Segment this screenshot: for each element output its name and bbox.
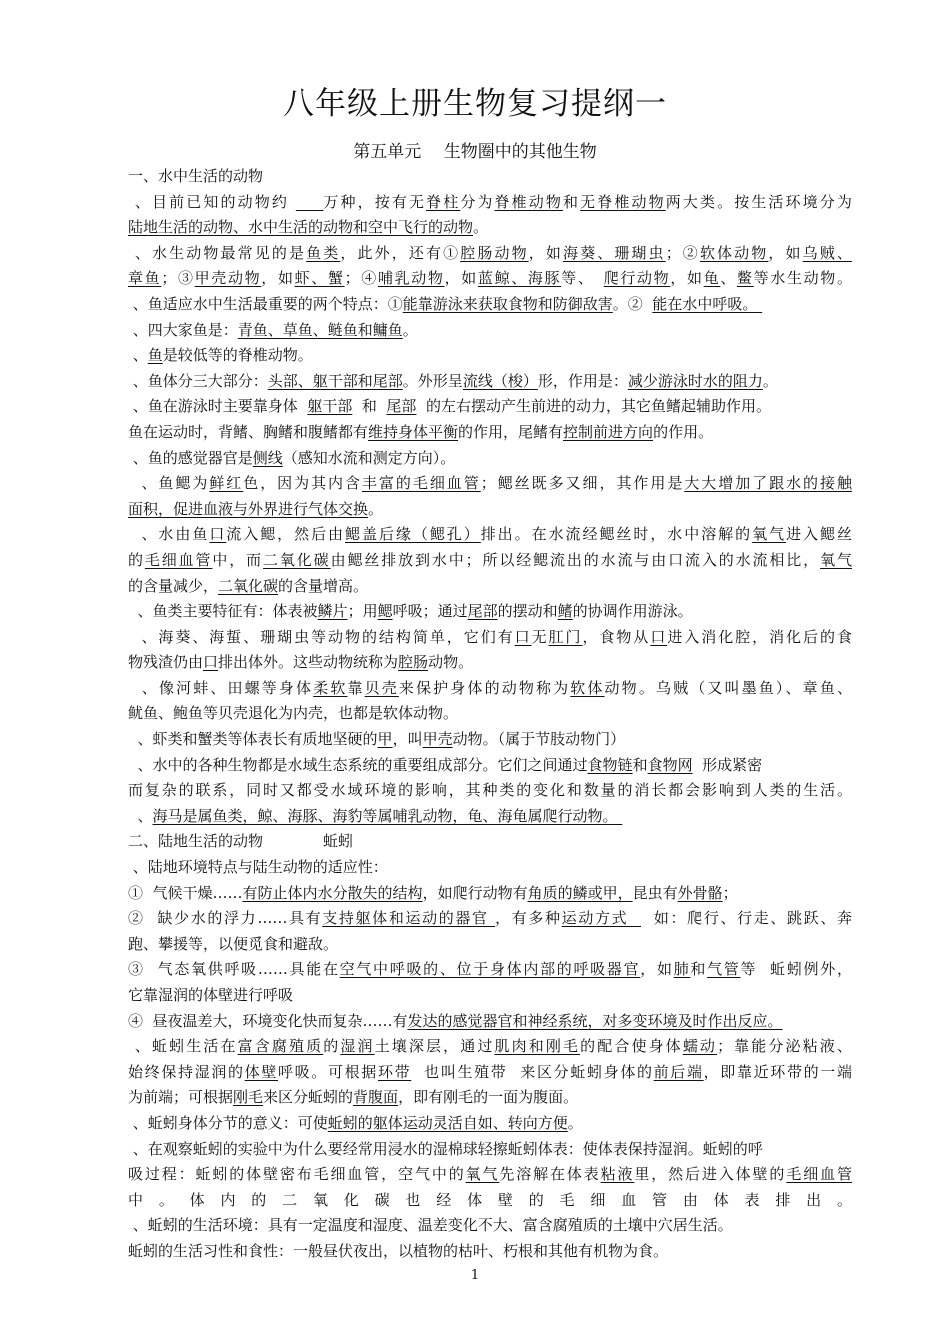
text-segment: 、四大家鱼是：: [128, 320, 238, 339]
text-segment: 它靠湿润的体壁进行呼吸: [128, 986, 294, 1004]
text-segment: 来保护身体的动物称为: [398, 678, 571, 697]
text-line: [128, 599, 852, 625]
text-segment: 动物。乌贼（又叫墨鱼）、章鱼、: [604, 678, 852, 697]
text-segment: 等、: [561, 269, 604, 288]
text-line: [128, 574, 852, 600]
underlined-answer: 鱼类: [306, 243, 341, 262]
underlined-answer: 虾、蟹: [294, 269, 345, 288]
text-segment: 动物。: [428, 653, 474, 672]
text-segment: 呼吸。可根据: [277, 1062, 378, 1081]
text-segment: 呼吸；通过: [392, 602, 468, 621]
underlined-answer: 脊柱: [426, 192, 461, 211]
underlined-answer: 口: [209, 525, 227, 544]
text-segment: 是较低等的脊椎动物。: [162, 346, 313, 365]
text-segment: 由鳃丝排放到水中；所以经鳃流出的水流与由口流入的水流相比，: [330, 550, 821, 569]
text-segment: 昆虫有: [632, 883, 678, 902]
underlined-answer: 鳃盖后缘（鳃孔）: [345, 525, 481, 544]
text-segment: 两大类。按生活环境分为: [665, 192, 852, 211]
text-segment: 、鱼适应水中生活最重要的两个特点：①: [128, 294, 403, 313]
underlined-answer: 富含腐殖质: [237, 1037, 324, 1056]
text-segment: 鱿鱼、鲍鱼等贝壳退化为内壳，也都是软体动物。: [128, 704, 459, 723]
text-segment: 、水由鱼: [128, 525, 210, 544]
text-segment: 来区分蚯蚓的: [263, 1088, 354, 1107]
text-line: [128, 522, 852, 548]
text-line: [128, 1137, 852, 1163]
underlined-answer: 食物链: [587, 755, 633, 774]
text-line: [128, 318, 852, 344]
underlined-answer: 鳖: [737, 269, 754, 288]
unit-subtitle: 第五单元 生物圈中的其他生物: [353, 142, 597, 162]
underlined-answer: 有防止体内水分散失的结构: [242, 883, 423, 902]
text-segment: 、鱼鳃为: [128, 474, 210, 493]
underlined-answer: 章鱼: [128, 269, 162, 288]
text-line: [128, 369, 852, 395]
text-segment: ，即靠近环带的一端: [703, 1062, 852, 1081]
underlined-answer: 前后端: [653, 1062, 704, 1081]
underlined-answer: 脊椎动物: [494, 192, 564, 211]
text-segment: 、陆地环境特点与陆生动物的适应性：: [128, 858, 388, 877]
text-line: [128, 292, 852, 318]
underlined-answer: 柔软: [313, 678, 348, 697]
text-segment: 进入鳃丝: [786, 525, 852, 544]
underlined-answer: 毛细血管: [786, 1165, 852, 1184]
text-line: [128, 957, 852, 983]
underlined-answer: 腔肠动物: [460, 243, 529, 262]
underlined-answer: 刚毛: [233, 1088, 264, 1107]
underlined-answer: 尾部: [386, 397, 417, 416]
text-segment: 等 蚯蚓例外，: [740, 960, 852, 979]
underlined-answer: 二氧化碳: [218, 576, 279, 595]
text-segment: 的摆动和: [497, 602, 558, 621]
underlined-answer: 环带: [377, 1062, 412, 1081]
text-line: [128, 394, 852, 420]
text-segment: 形成紧密: [692, 755, 763, 774]
underlined-answer: 大大增加了跟水的接触: [684, 474, 852, 493]
text-line: [128, 650, 852, 676]
underlined-answer: 甲: [377, 730, 393, 749]
text-segment: 无: [531, 627, 549, 646]
underlined-answer: 鲜红: [209, 474, 244, 493]
text-segment: （感知水流和测定方向）。: [282, 448, 456, 467]
text-line: [128, 906, 852, 932]
text-segment: 中，而: [212, 550, 264, 569]
text-line: [128, 1162, 852, 1188]
underlined-answer: 尾部: [467, 602, 498, 621]
underlined-answer: 肺: [673, 960, 691, 979]
underlined-answer: 支持躯体和运动的器官: [322, 909, 496, 928]
text-segment: 蚯蚓的生活习性和食性：一般昼伏夜出，以植物的枯叶、朽根和其他有机物为食。: [128, 1241, 669, 1260]
text-segment: ，如: [444, 269, 478, 288]
text-segment: ，如: [640, 960, 674, 979]
text-segment: 、蚯蚓的生活环境：具有一定温度和湿度、温差变化不大、富含腐殖质的土壤中穴居生活。: [128, 1216, 733, 1235]
text-segment: 二、陆地生活的动物 蚯蚓: [128, 832, 354, 851]
text-line: [128, 855, 852, 881]
text-segment: 吸过程：蚯蚓的体壁密布毛细血管，空气中的: [128, 1165, 466, 1184]
text-segment: 先溶解在体表: [499, 1165, 601, 1184]
underlined-answer: 粘液: [600, 1165, 635, 1184]
underlined-answer: 背腹面: [353, 1088, 399, 1107]
text-segment: 形，作用是：: [537, 371, 628, 390]
underlined-answer: 口: [514, 627, 532, 646]
text-segment: ，如: [261, 269, 295, 288]
text-segment: 等水生动物。: [753, 269, 852, 288]
underlined-answer: 运动方式: [561, 909, 642, 928]
text-segment: 的含量减少，: [128, 576, 219, 595]
text-segment: 。: [567, 1113, 583, 1132]
underlined-answer: 控制前进方向: [563, 422, 654, 441]
text-segment: 和: [352, 397, 387, 416]
text-segment: ；③: [161, 269, 195, 288]
text-segment: ，叫: [392, 730, 423, 749]
text-segment: 、: [720, 269, 737, 288]
text-segment: ；鳃丝既多又细，其作用是: [480, 474, 685, 493]
text-segment: 的配合使身体: [580, 1037, 683, 1056]
text-segment: 色，因为其内含: [243, 474, 362, 493]
text-segment: 、蚯蚓身体分节的意义：可使: [128, 1113, 328, 1132]
underlined-answer: 海马是属鱼类，鲸、海豚、海豹等属哺乳动物，龟、海龟属爬行动物。: [152, 806, 623, 825]
underlined-answer: 躯干部: [307, 397, 353, 416]
text-segment: 万种，按有无: [323, 192, 427, 211]
underlined-answer: 无脊椎动物: [580, 192, 666, 211]
text-segment: 靠: [347, 678, 365, 697]
text-line: [128, 1034, 852, 1060]
text-segment: ；④: [344, 269, 378, 288]
underlined-answer: 青鱼、草鱼、鲢鱼和鳙鱼: [237, 320, 403, 339]
underlined-answer: 维持身体平衡: [368, 422, 459, 441]
underlined-answer: 减少游泳时水的阻力: [627, 371, 763, 390]
underlined-answer: 丰富的毛细血管: [362, 474, 481, 493]
text-line: [128, 778, 852, 804]
text-segment: 和: [563, 192, 581, 211]
text-line: [128, 241, 852, 267]
text-line: [128, 1111, 852, 1137]
underlined-answer: 甲壳动物: [194, 269, 262, 288]
underlined-answer: 蚯蚓的躯体运动灵活自如、转向方便: [327, 1113, 568, 1132]
underlined-answer: 蠕动: [682, 1037, 718, 1056]
text-segment: 。外形呈: [402, 371, 463, 390]
underlined-answer: 气管: [707, 960, 741, 979]
text-segment: 跑、攀援等，以便觅食和避敌。: [128, 934, 339, 953]
underlined-answer: 口: [650, 627, 668, 646]
underlined-answer: 外骨骼: [677, 883, 723, 902]
text-line: [128, 829, 852, 855]
text-segment: 和: [690, 960, 708, 979]
text-segment: ，此外，还有①: [340, 243, 461, 262]
text-line: [128, 804, 852, 830]
underlined-answer: [296, 193, 324, 211]
text-line: [128, 1060, 852, 1086]
text-segment: ；: [722, 883, 738, 902]
underlined-answer: 侧线: [252, 448, 283, 467]
text-segment: 、在观察蚯蚓的实验中为什么要经常用浸水的湿棉球轻擦蚯蚓体表：使体表保持湿润。蚯蚓的呼: [128, 1139, 763, 1158]
text-line: [128, 727, 852, 753]
underlined-answer: 体壁: [244, 1062, 278, 1081]
text-segment: 的协调作用游泳。: [572, 602, 693, 621]
text-segment: ① 气候干燥……: [128, 883, 243, 902]
underlined-answer: 海葵、珊瑚虫: [562, 243, 666, 262]
underlined-answer: 能靠游泳来获取食物和防御敌害: [402, 294, 613, 313]
text-segment: 。: [473, 218, 489, 237]
text-segment: ；②: [665, 243, 700, 262]
text-line: [128, 1188, 852, 1214]
document-title: 八年级上册生物复习提纲一: [283, 86, 667, 122]
underlined-answer: 鳃: [377, 602, 393, 621]
text-segment: 物残渣仍由: [128, 653, 204, 672]
text-segment: 、: [128, 806, 153, 825]
underlined-answer: 鱼: [147, 346, 163, 365]
text-line: [128, 701, 852, 727]
text-segment: 、鱼类主要特征有：体表被: [128, 602, 318, 621]
text-segment: 。②: [612, 294, 653, 313]
underlined-answer: 面积，促进血液与外界进行气体交换: [128, 499, 369, 518]
underlined-answer: 鳍: [557, 602, 573, 621]
text-segment: 的: [323, 1037, 341, 1056]
text-line: [128, 1213, 852, 1239]
text-segment: 、目前已知的动物约: [128, 192, 296, 211]
text-line: [128, 676, 852, 702]
underlined-answer: 腔肠: [398, 653, 429, 672]
text-line: [128, 983, 852, 1009]
text-segment: 。: [368, 499, 384, 518]
text-segment: ，如: [768, 243, 803, 262]
text-line: [128, 446, 852, 472]
text-segment: ，如爬行动物有: [422, 883, 528, 902]
text-segment: ③ 气态氧供呼吸……具能在: [128, 960, 340, 979]
text-segment: 、像河蚌、田螺等身体: [128, 678, 314, 697]
text-line: [128, 548, 852, 574]
text-segment: ，如: [670, 269, 704, 288]
text-segment: 、鱼体分三大部分：: [128, 371, 268, 390]
text-segment: 分为: [460, 192, 495, 211]
text-segment: 里，然后进入体壁的: [634, 1165, 787, 1184]
text-line: [128, 190, 852, 216]
text-line: [128, 625, 852, 651]
underlined-answer: 甲壳: [422, 730, 453, 749]
text-segment: 、鱼在游泳时主要靠身体: [128, 397, 308, 416]
text-segment: 、蚯蚓生活在: [128, 1037, 238, 1056]
text-segment: 、虾类和蟹类等体表长有质地坚硬的: [128, 730, 378, 749]
text-segment: 的作用。: [653, 422, 714, 441]
text-segment: 。: [762, 371, 778, 390]
underlined-answer: 龟: [703, 269, 721, 288]
text-segment: 为前端；可根据: [128, 1088, 234, 1107]
text-line: [128, 1239, 852, 1265]
text-segment: 和: [632, 755, 648, 774]
text-line: [128, 1009, 852, 1035]
text-line: [128, 1085, 852, 1111]
underlined-answer: 食物网: [647, 755, 693, 774]
text-segment: 进入消化腔，消化后的食: [667, 627, 852, 646]
text-segment: 、鱼的感觉器官是: [128, 448, 253, 467]
text-segment: ；用: [347, 602, 378, 621]
underlined-answer: 湿润: [340, 1037, 375, 1056]
text-segment: 流入鳃，然后由: [226, 525, 346, 544]
underlined-answer: 贝壳: [364, 678, 399, 697]
page-number: 1: [470, 1268, 480, 1283]
text-segment: 动物。（属于节肢动物门）: [452, 730, 626, 749]
text-segment: 如：爬行、行走、跳跃、奔: [641, 909, 852, 928]
text-segment: ，如: [528, 243, 563, 262]
text-segment: ，即有刚毛的一面为腹面。: [398, 1088, 579, 1107]
text-segment: 、水中的各种生物都是水域生态系统的重要组成部分。它们之间通过: [128, 755, 588, 774]
text-segment: 而复杂的联系，同时又都受水域环境的影响，其种类的变化和数量的消长都会影响到人类的生活。: [128, 781, 852, 800]
underlined-answer: 流线（梭）: [462, 371, 538, 390]
underlined-answer: 口: [203, 653, 219, 672]
text-segment: 的: [128, 550, 145, 569]
text-line: [128, 932, 852, 958]
underlined-answer: 肛门: [548, 627, 583, 646]
underlined-answer: 爬行动物: [603, 269, 671, 288]
text-segment: 始终保持湿润的: [128, 1062, 245, 1081]
text-segment: 排出体外。这些动物统称为: [218, 653, 399, 672]
underlined-answer: 氧气: [752, 525, 787, 544]
underlined-answer: 空气中呼吸的、位于身体内部的呼吸器官: [339, 960, 641, 979]
text-segment: 排出。在水流经鳃丝时，水中溶解的: [480, 525, 753, 544]
text-line: [128, 215, 852, 241]
underlined-answer: 毛细血管: [144, 550, 213, 569]
underlined-answer: 陆地生活的动物、水中生活的动物和空中飞行的动物: [128, 218, 474, 237]
underlined-answer: 发达的感觉器官和神经系统，对多变环境及时作出反应。: [407, 1011, 783, 1030]
text-line: [128, 420, 852, 446]
text-segment: ；靠能分泌粘液、: [717, 1037, 852, 1056]
underlined-answer: 角质的鳞或甲，: [527, 883, 633, 902]
text-line: [128, 164, 852, 190]
text-segment: ④ 昼夜温差大，环境变化快而复杂……有: [128, 1011, 408, 1030]
text-line: [128, 471, 852, 497]
text-line: [128, 343, 852, 369]
text-segment: ，有多种: [495, 909, 562, 928]
text-segment: 、: [128, 346, 148, 365]
underlined-answer: 软体动物: [699, 243, 769, 262]
text-segment: 的含量增高。: [278, 576, 369, 595]
underlined-answer: 头部、躯干部和尾部: [267, 371, 403, 390]
text-line: [128, 266, 852, 292]
text-line: [128, 753, 852, 779]
underlined-answer: 能在水中呼吸。: [652, 294, 763, 313]
underlined-answer: 蓝鲸、海豚: [477, 269, 562, 288]
underlined-answer: 哺乳动物: [377, 269, 445, 288]
text-segment: 的左右摆动产生前进的动力，其它鱼鳍起辅助作用。: [416, 397, 771, 416]
text-segment: 一、水中生活的动物: [128, 167, 264, 185]
text-line: [128, 497, 852, 523]
text-segment: 、水生动物最常见的是: [128, 243, 307, 262]
text-segment: 也叫生殖带 来区分蚯蚓身体的: [411, 1062, 654, 1081]
underlined-answer: 软体: [570, 678, 605, 697]
underlined-answer: 二氧化碳: [263, 550, 331, 569]
underlined-answer: 肌肉和刚毛: [494, 1037, 581, 1056]
text-segment: 、海葵、海蜇、珊瑚虫等动物的结构简单，它们有: [128, 627, 515, 646]
underlined-answer: 乌贼、: [802, 243, 852, 262]
document-body: [128, 164, 852, 1265]
text-segment: 中。体内的二氧化碳也经体壁的毛细血管由体表排出。: [128, 1190, 852, 1209]
text-segment: ，食物从: [582, 627, 651, 646]
text-segment: 鱼在运动时，背鳍、胸鳍和腹鳍都有: [128, 422, 369, 441]
underlined-answer: 氧气: [820, 550, 852, 569]
text-segment: 土壤深层，通过: [374, 1037, 495, 1056]
text-segment: 的作用，尾鳍有: [458, 422, 564, 441]
text-line: [128, 881, 852, 907]
underlined-answer: 鳞片: [317, 602, 348, 621]
text-segment: 。: [402, 320, 418, 339]
text-segment: ② 缺少水的浮力……具有: [128, 909, 323, 928]
underlined-answer: 氧气: [465, 1165, 500, 1184]
